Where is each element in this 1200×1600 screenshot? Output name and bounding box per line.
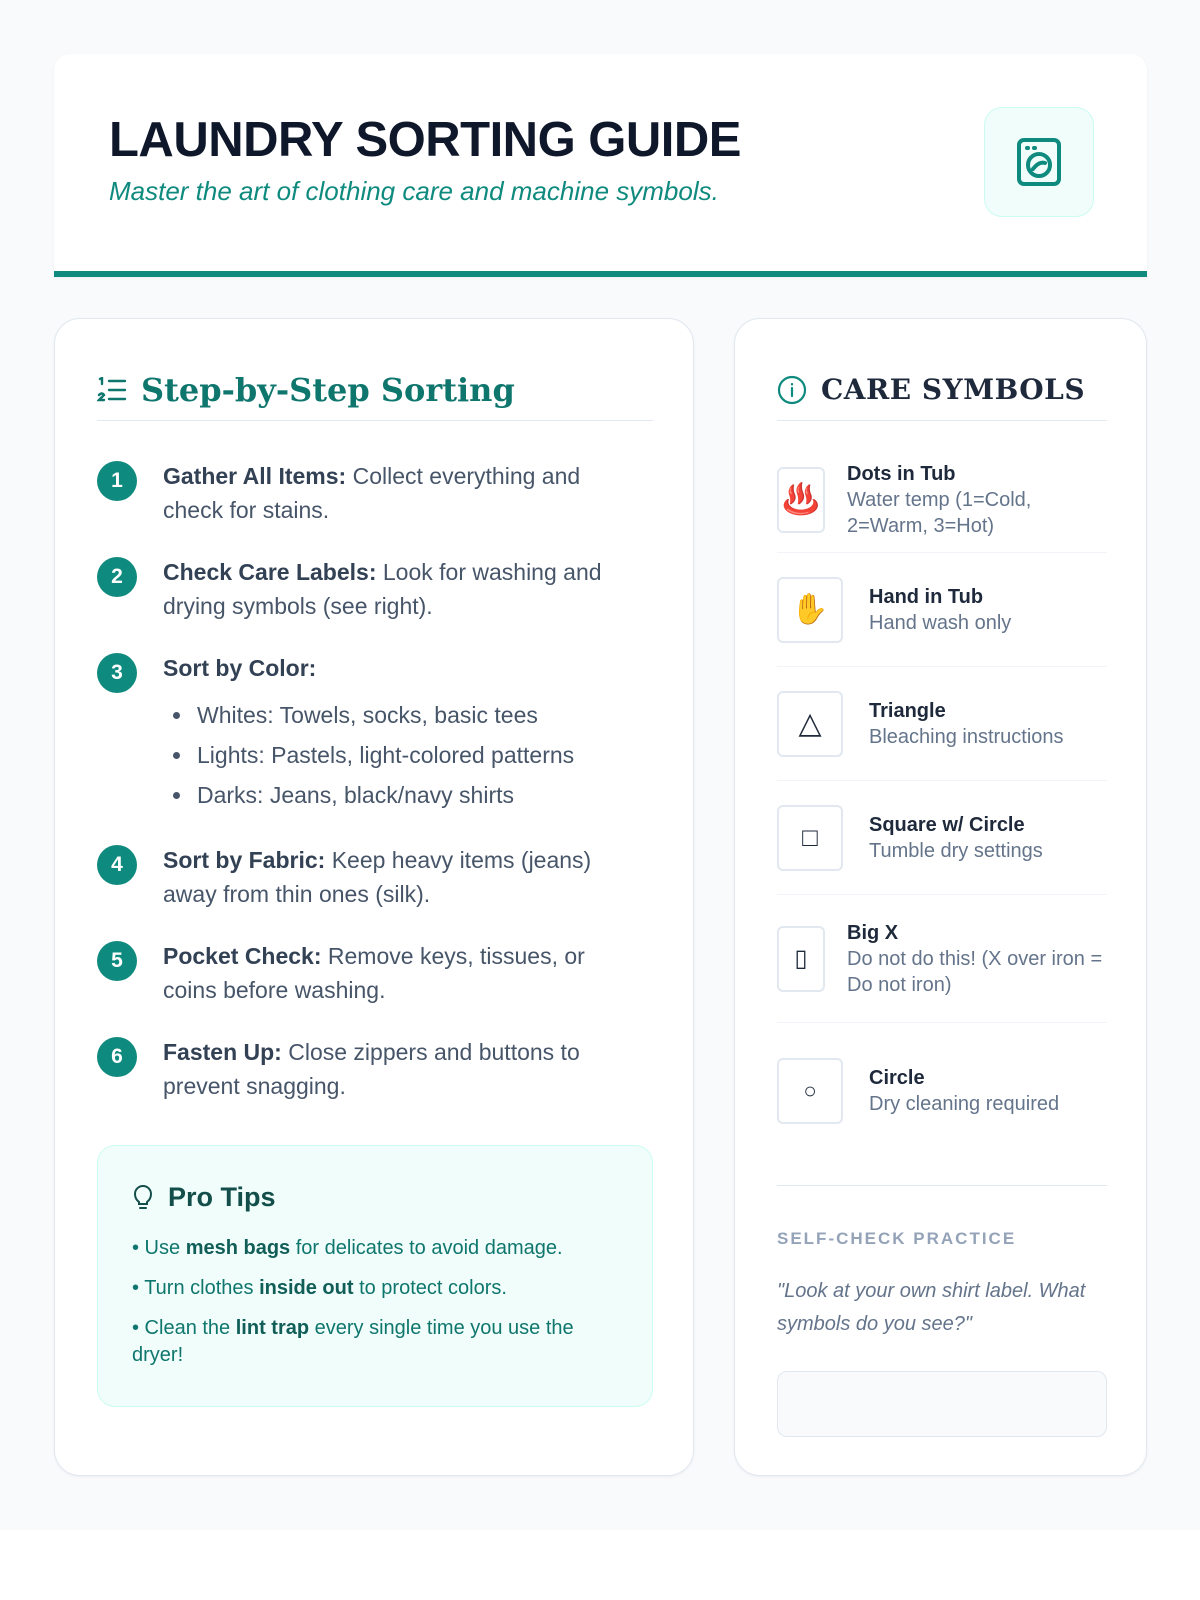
symbol-row: [777, 447, 1107, 553]
sorting-heading-text: Step-by-Step Sorting: [141, 370, 515, 409]
step-item: [97, 459, 637, 527]
step-text: Keep heavy items (jeans) away from thin ones (silk).: [163, 847, 592, 907]
step-item: [97, 1035, 637, 1103]
step-text: Close zippers and buttons to prevent snagging.: [163, 1039, 580, 1099]
pro-tips-box: [97, 1145, 653, 1407]
step-number: 6: [97, 1037, 137, 1077]
tip-item: • Turn clothes inside out to protect colors.: [132, 1277, 507, 1299]
step-title: Fasten Up:: [163, 1039, 282, 1065]
divider: [777, 1185, 1107, 1186]
symbol-row: [777, 895, 1107, 1023]
step-number: 4: [97, 845, 137, 885]
missing-glyph-icon: ▯: [777, 926, 825, 992]
symbol-name: Square w/ Circle: [869, 813, 1025, 836]
page-subtitle: Master the art of clothing care and machine symbols.: [109, 176, 719, 206]
symbol-name: Circle: [869, 1067, 925, 1089]
care-symbols-heading: [777, 359, 1107, 421]
step-title: Pocket Check:: [163, 943, 322, 969]
lightbulb-icon: [132, 1185, 154, 1211]
tip-item: • Clean the lint trap every single time you use the dryer!: [132, 1317, 574, 1366]
symbol-row: [777, 667, 1107, 781]
symbol-desc: Hand wash only: [869, 611, 1012, 634]
practice-label: SELF-CHECK PRACTICE: [777, 1229, 1017, 1248]
step-title: Gather All Items:: [163, 463, 347, 489]
care-symbols-card: [734, 318, 1147, 1476]
list-item: Whites: Towels, socks, basic tees: [163, 695, 574, 735]
symbol-name: Hand in Tub: [869, 585, 984, 608]
step-item: [97, 651, 637, 815]
hot-springs-icon: ♨️: [777, 467, 825, 533]
symbol-row: [777, 553, 1107, 667]
triangle-icon: △: [777, 691, 843, 757]
symbol-name: Dots in Tub: [847, 462, 956, 485]
header-card: [54, 54, 1147, 277]
practice-answer-input[interactable]: [777, 1371, 1107, 1437]
color-sub-list: [163, 695, 574, 815]
symbol-row: [777, 781, 1107, 895]
steps-list: [97, 459, 637, 1131]
symbols-list: [777, 447, 1107, 1159]
tip-item: • Use mesh bags for delicates to avoid damage.: [132, 1237, 563, 1259]
list-item: Lights: Pastels, light-colored patterns: [163, 735, 574, 775]
care-symbols-heading-text: CARE SYMBOLS: [821, 373, 1086, 406]
info-icon: [777, 375, 807, 405]
practice-quote: "Look at your own shirt label. What symbols do you see?": [777, 1280, 1086, 1335]
symbol-desc: Bleaching instructions: [869, 725, 1064, 748]
list-item: Darks: Jeans, black/navy shirts: [163, 775, 574, 815]
step-title: Sort by Fabric:: [163, 847, 326, 873]
washing-machine-icon: [1015, 136, 1063, 188]
step-item: [97, 939, 637, 1007]
hand-icon: ✋: [777, 577, 843, 643]
step-item: [97, 555, 637, 623]
symbol-desc: Dry cleaning required: [869, 1093, 1060, 1115]
symbol-desc: Tumble dry settings: [869, 839, 1043, 862]
logo-badge: [984, 107, 1094, 217]
step-item: [97, 843, 637, 911]
numbered-list-icon: [97, 375, 127, 405]
step-text: Collect everything and check for stains.: [163, 463, 581, 523]
sorting-heading: [97, 359, 653, 421]
symbol-desc: Do not do this! (X over iron = Do not iron): [847, 947, 1103, 996]
step-number: 1: [97, 461, 137, 501]
symbol-name: Triangle: [869, 699, 946, 722]
step-text: Look for washing and drying symbols (see right).: [163, 559, 602, 619]
step-text: Remove keys, tissues, or coins before washing.: [163, 943, 585, 1003]
step-number: 5: [97, 941, 137, 981]
step-title: Sort by Color:: [163, 655, 317, 681]
symbol-name: Big X: [847, 921, 899, 944]
symbol-row: [777, 1023, 1107, 1159]
circle-icon: ○: [777, 1058, 843, 1124]
step-title: Check Care Labels:: [163, 559, 377, 585]
page-title: LAUNDRY SORTING GUIDE: [109, 113, 741, 167]
step-number: 3: [97, 653, 137, 693]
step-number: 2: [97, 557, 137, 597]
sorting-card: [54, 318, 694, 1476]
square-icon: □: [777, 805, 843, 871]
symbol-desc: Water temp (1=Cold, 2=Warm, 3=Hot): [847, 488, 1032, 537]
pro-tips-title: Pro Tips: [168, 1182, 276, 1212]
